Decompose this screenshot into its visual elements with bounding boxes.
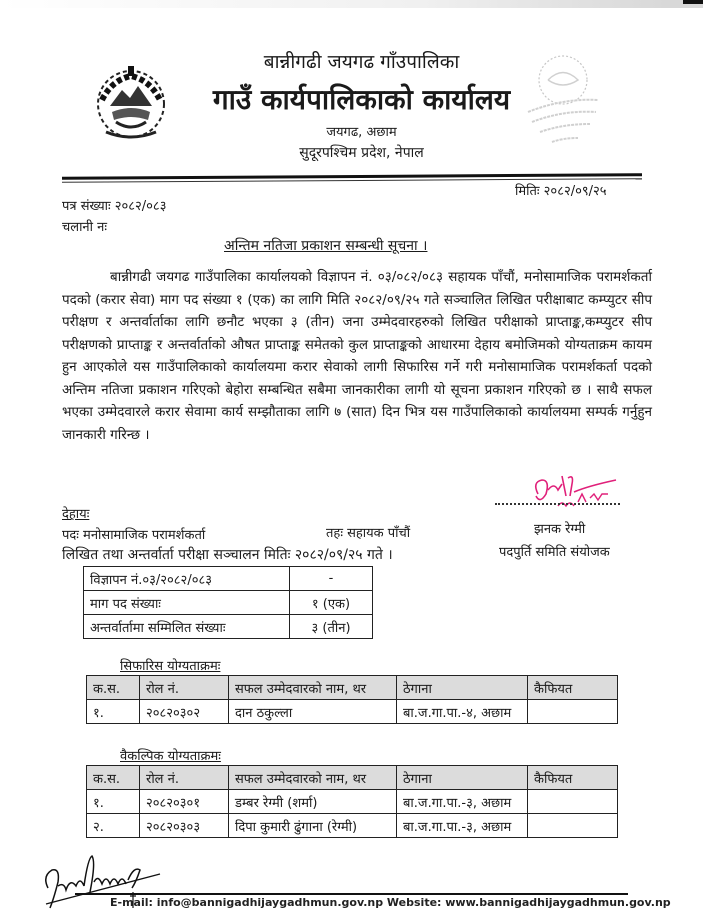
cell-serial: २. — [87, 814, 140, 838]
col-name: सफल उम्मेदवारको नाम, थर — [229, 676, 397, 700]
table-row — [84, 591, 373, 615]
cell-serial: १. — [87, 790, 140, 814]
col-address: ठेगाना — [397, 766, 528, 790]
office-title: गाउँ कार्यपालिकाको कार्यालय — [212, 83, 511, 116]
info-value: - — [290, 567, 373, 591]
notice-subject: अन्तिम नतिजा प्रकाशन सम्बन्धी सूचना । — [224, 238, 428, 254]
cell-serial: १. — [87, 700, 140, 724]
cell-address: बा.ज.गा.पा.-४, अछाम — [397, 700, 528, 724]
info-label: अन्तर्वार्तामा सम्मिलित संख्याः — [84, 615, 290, 639]
cell-name: दिपा कुमारी ढुंगाना (रेग्मी) — [229, 814, 397, 838]
office-province: सुदूरपश्चिम प्रदेश, नेपाल — [299, 145, 424, 161]
col-roll: रोल नं. — [140, 766, 229, 790]
cell-address: बा.ज.गा.पा.-३, अछाम — [397, 790, 528, 814]
scan-top-edge — [0, 0, 703, 8]
cell-name: दान ठकुल्ला — [229, 700, 397, 724]
cell-name: डम्बर रेग्मी (शर्मा) — [229, 790, 397, 814]
notice-body: बान्नीगढी जयगढ गाउँपालिका कार्यालयको विज्ञापन नं. ०३/०८२/०८३ सहायक पाँचौं, मनोसामाजिक परामर्शकर्ता पदको (करार सेवा) माग पद संख्या १ (एक) का लागि मिति २०८२/०९/२५ गते सञ्चालित लिखित परीक्षाबाट कम्प्युटर सीप परीक्षण र अन्तर्वार्ताका लागि छनौट भएका ३ (तीन) जना उम्मेदवारहरुको लिखित परीक्षाको प्राप्ताङ्क,कम्प्युटर सीप परीक्षणको प्राप्ताङ्क र अन्तर्वार्ताको औषत प्राप्ताङ्क समेतको कुल प्राप्ताङ्कको आधारमा देहाय बमोजिमको योग्यताक्रम कायम हुन आएकोले यस गाउँपालिकाको कार्यालयमा करार सेवाको लागी सिफारिस गर्ने गरी मनोसामाजिक परामर्शकर्ता पदको अन्तिम नतिजा प्रकाशन गरिएको बेहोरा सम्बन्धित सबैमा जानकारीका लागी यो सूचना प्रकाशन गरिएको छ । साथै सफल भएका उम्मेदवारले करार सेवामा कार्य सम्झौताका लागि ७ (सात) दिन भित्र यस गाउँपालिकाको कार्यालयमा सम्पर्क गर्नुहुन जानकारी गरिन्छ । — [62, 269, 652, 443]
table-header-row — [87, 766, 618, 790]
cell-roll: २०८२०३०३ — [140, 814, 229, 838]
letter-ref-number: पत्र संख्याः २०८२/०८३ — [62, 199, 167, 214]
col-name: सफल उम्मेदवारको नाम, थर — [229, 766, 397, 790]
dispatch-number: चलानी नः — [62, 220, 107, 235]
col-address: ठेगाना — [397, 676, 528, 700]
signatory-signature-icon — [528, 472, 618, 512]
table-row — [84, 615, 373, 639]
table-header-row — [87, 676, 618, 700]
col-remarks: कैफियत — [528, 766, 618, 790]
cell-remarks — [528, 790, 618, 814]
info-label: विज्ञापन नं.०३/२०८२/०८३ — [84, 567, 290, 591]
col-remarks: कैफियत — [528, 676, 618, 700]
cell-roll: २०८२०३०२ — [140, 700, 229, 724]
info-value: १ (एक) — [290, 591, 373, 615]
details-label: देहायः — [62, 507, 90, 522]
letter-date: मितिः २०८२/०९/२५ — [515, 184, 607, 199]
table-row — [84, 567, 373, 591]
office-location: जयगढ, अछाम — [326, 125, 397, 140]
cell-address: बा.ज.गा.पा.-३, अछाम — [397, 814, 528, 838]
vacancy-info-table — [83, 566, 373, 639]
footer-divider — [75, 893, 628, 895]
info-label: माग पद संख्याः — [84, 591, 290, 615]
footer-contact: E-mail: info@bannigadhijaygadhmun.gov.np Website: www.bannigadhijaygadhmun.gov.np — [110, 896, 671, 909]
recommended-ranking-title: सिफारिस योग्यताक्रमः — [120, 659, 221, 674]
scan-corner-mark — [683, 0, 703, 4]
exam-date: लिखित तथा अन्तर्वार्ता परीक्षा सञ्चालन मितिः २०८२/०९/२५ गते । — [62, 547, 393, 563]
table-row — [87, 814, 618, 838]
recommended-ranking-table — [86, 675, 618, 724]
col-roll: रोल नं. — [140, 676, 229, 700]
alternate-ranking-table — [86, 765, 618, 838]
signature-line — [495, 503, 620, 505]
info-value: ३ (तीन) — [290, 615, 373, 639]
signatory-role: पदपुर्ति समिति संयोजक — [499, 545, 610, 560]
signatory-name: झनक रेग्मी — [534, 522, 586, 537]
alternate-ranking-title: वैकल्पिक योग्यताक्रमः — [120, 749, 221, 764]
col-serial: क.स. — [87, 766, 140, 790]
cell-remarks — [528, 814, 618, 838]
post-name: पदः मनोसामाजिक परामर्शकर्ता — [62, 528, 206, 543]
post-level: तहः सहायक पाँचौं — [326, 526, 411, 541]
table-row — [87, 790, 618, 814]
cell-roll: २०८२०३०१ — [140, 790, 229, 814]
table-row — [87, 700, 618, 724]
col-serial: क.स. — [87, 676, 140, 700]
municipality-name: बान्नीगढी जयगढ गाँउपालिका — [263, 51, 460, 73]
cell-remarks — [528, 700, 618, 724]
